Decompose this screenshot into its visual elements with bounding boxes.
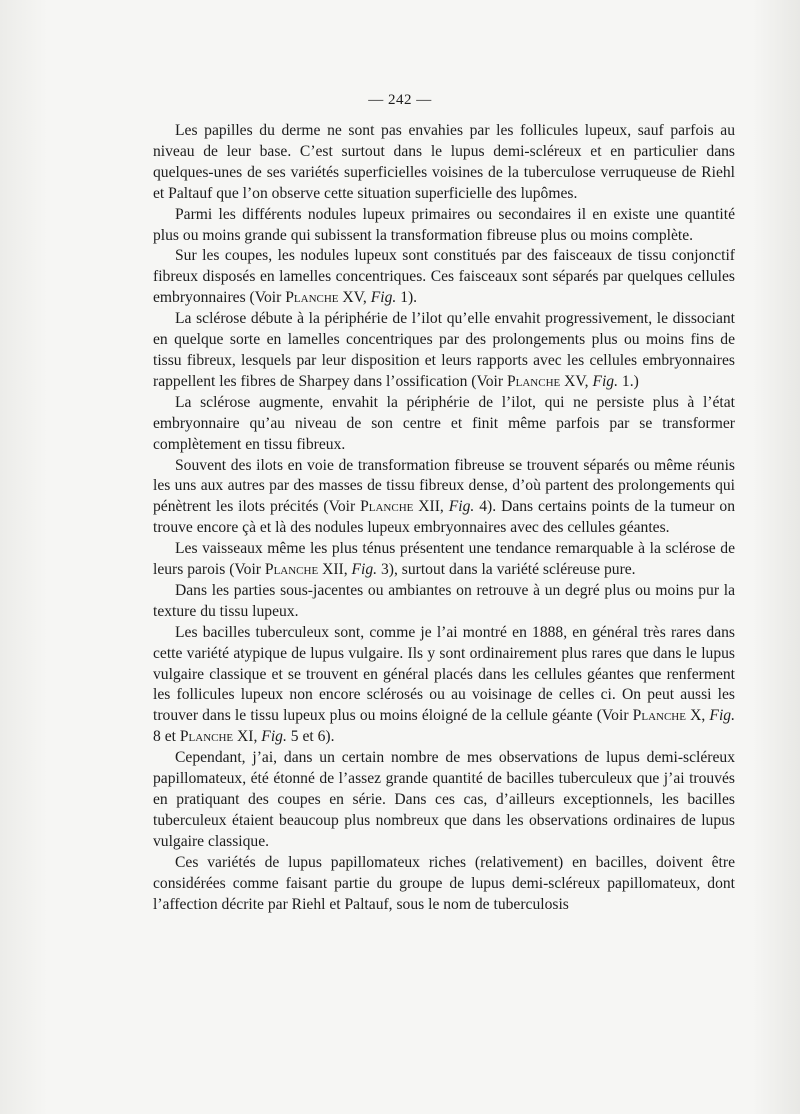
text-run: Les papilles du derme ne sont pas envahies par les follicules lupeux, sauf parfois au niveau de leur base. C’est surtout dans le lupus demi-scléreux et en particulier dans quelques-unes de ses variétés superficielles voisines de la tuberculose verruqueuse de Riehl et Paltauf que l’on observe cette situation superficielle des lupômes.	[153, 122, 735, 202]
text-run: 8 et	[153, 728, 180, 746]
paragraph	[153, 309, 735, 393]
paragraph	[153, 853, 735, 916]
text-run: Cependant, j’ai, dans un certain nombre de mes observations de lupus demi-scléreux papillomateux, été étonné de l’assez grande quantité de bacilles tuberculeux que j’ai trouvés en pratiquant des coupes en série. Dans ces cas, d’ailleurs exceptionnels, les bacilles tuberculeux étaient beaucoup plus nombreux que dans les observations ordinaires de lupus vulgaire classique.	[153, 749, 735, 850]
text-run: XII,	[318, 561, 352, 579]
plate-reference: Planche	[285, 289, 339, 307]
paragraph	[153, 205, 735, 247]
paragraph	[153, 393, 735, 456]
paragraph	[153, 246, 735, 309]
text-run: Les bacilles tuberculeux sont, comme je l’ai montré en 1888, en général très rares dans cette variété atypique de lupus vulgaire. Ils y sont ordinairement plus rares que dans le lupus vulgaire classique et se trouvent en général placés dans les cellules géantes que renferment les follicules lupeux non encore sclérosés ou au voisinage de celles ci. On peut aussi les trouver dans le tissu lupeux plus ou moins éloigné de la cellule géante (Voir	[153, 623, 735, 725]
text-run: La sclérose débute à la périphérie de l’ilot qu’elle envahit progressivement, le dissociant en quelque sorte en lamelles concentriques par des prolongements plus ou moins fins de tissu fibreux, lesquels par leur disposition et leurs rapports avec les cellules embryonnaires rappellent les fibres de Sharpey dans l’ossification (Voir	[153, 310, 735, 390]
text-run: XV,	[338, 289, 371, 307]
text-run: 3), surtout dans la variété scléreuse pure.	[377, 561, 636, 579]
text-run: XII,	[413, 498, 449, 516]
text-run: Souvent des ilots en voie de transformation fibreuse se trouvent séparés ou même réunis les uns aux autres par des masses de tissu fibreux dense, d’où partent des prolongements qui pénètrent les ilots précités (Voir	[153, 456, 735, 516]
plate-reference: Planche	[506, 372, 561, 390]
figure-reference: Fig.	[370, 289, 397, 307]
text-run: 1.)	[618, 372, 639, 390]
text-run: Dans les parties sous-jacentes ou ambiantes on retrouve à un degré plus ou moins pur la texture du tissu lupeux.	[153, 581, 735, 620]
plate-reference: Planche	[264, 561, 319, 579]
text-run: Ces variétés de lupus papillomateux riches (relativement) en bacilles, doivent être considérées comme faisant partie du groupe de lupus demi-scléreux papillomateux, dont l’affection décrite par Riehl et Paltauf, sous le nom de tuberculosis	[153, 853, 735, 913]
plate-reference: Planche	[360, 498, 414, 516]
paragraph	[153, 121, 735, 205]
text-run: X,	[685, 707, 710, 725]
text-run: La sclérose augmente, envahit la périphérie de l’ilot, qui ne persiste plus à l’état embryonnaire qu’au niveau de son centre et finit même parfois par se transformer complètement en tissu fibreux.	[153, 393, 735, 453]
text-run: Sur les coupes, les nodules lupeux sont constitués par des faisceaux de tissu conjonctif fibreux disposés en lamelles concentriques. Ces faisceaux sont séparés par quelques cellules embryonnaires (Voir	[153, 247, 735, 307]
plate-reference: Planche	[632, 707, 686, 725]
paragraph	[153, 748, 735, 853]
figure-reference: Fig.	[709, 707, 735, 725]
figure-reference: Fig.	[448, 498, 475, 516]
body-text	[153, 121, 735, 915]
paragraph	[153, 539, 735, 581]
paragraph	[153, 581, 735, 623]
paragraph	[153, 623, 735, 748]
plate-reference: Planche	[179, 728, 234, 746]
paragraph	[153, 456, 735, 540]
figure-reference: Fig.	[351, 561, 378, 579]
text-run: Parmi les différents nodules lupeux primaires ou secondaires il en existe une quantité plus ou moins grande qui subissent la transformation fibreuse plus ou moins complète.	[153, 205, 735, 244]
figure-reference: Fig.	[261, 728, 287, 746]
text-run: 1).	[396, 289, 418, 307]
text-run: 5 et 6).	[286, 728, 335, 746]
text-run: 4). Dans certains points de la tumeur on trouve encore çà et là des nodules lupeux embryonnaires avec des cellules géantes.	[153, 498, 735, 537]
text-run: XI,	[233, 728, 262, 746]
text-run: XV,	[560, 372, 593, 390]
page-number: — 242 —	[368, 92, 432, 108]
figure-reference: Fig.	[592, 372, 619, 390]
text-run: Les vaisseaux même les plus ténus présentent une tendance remarquable à la sclérose de leurs parois (Voir	[153, 540, 735, 579]
